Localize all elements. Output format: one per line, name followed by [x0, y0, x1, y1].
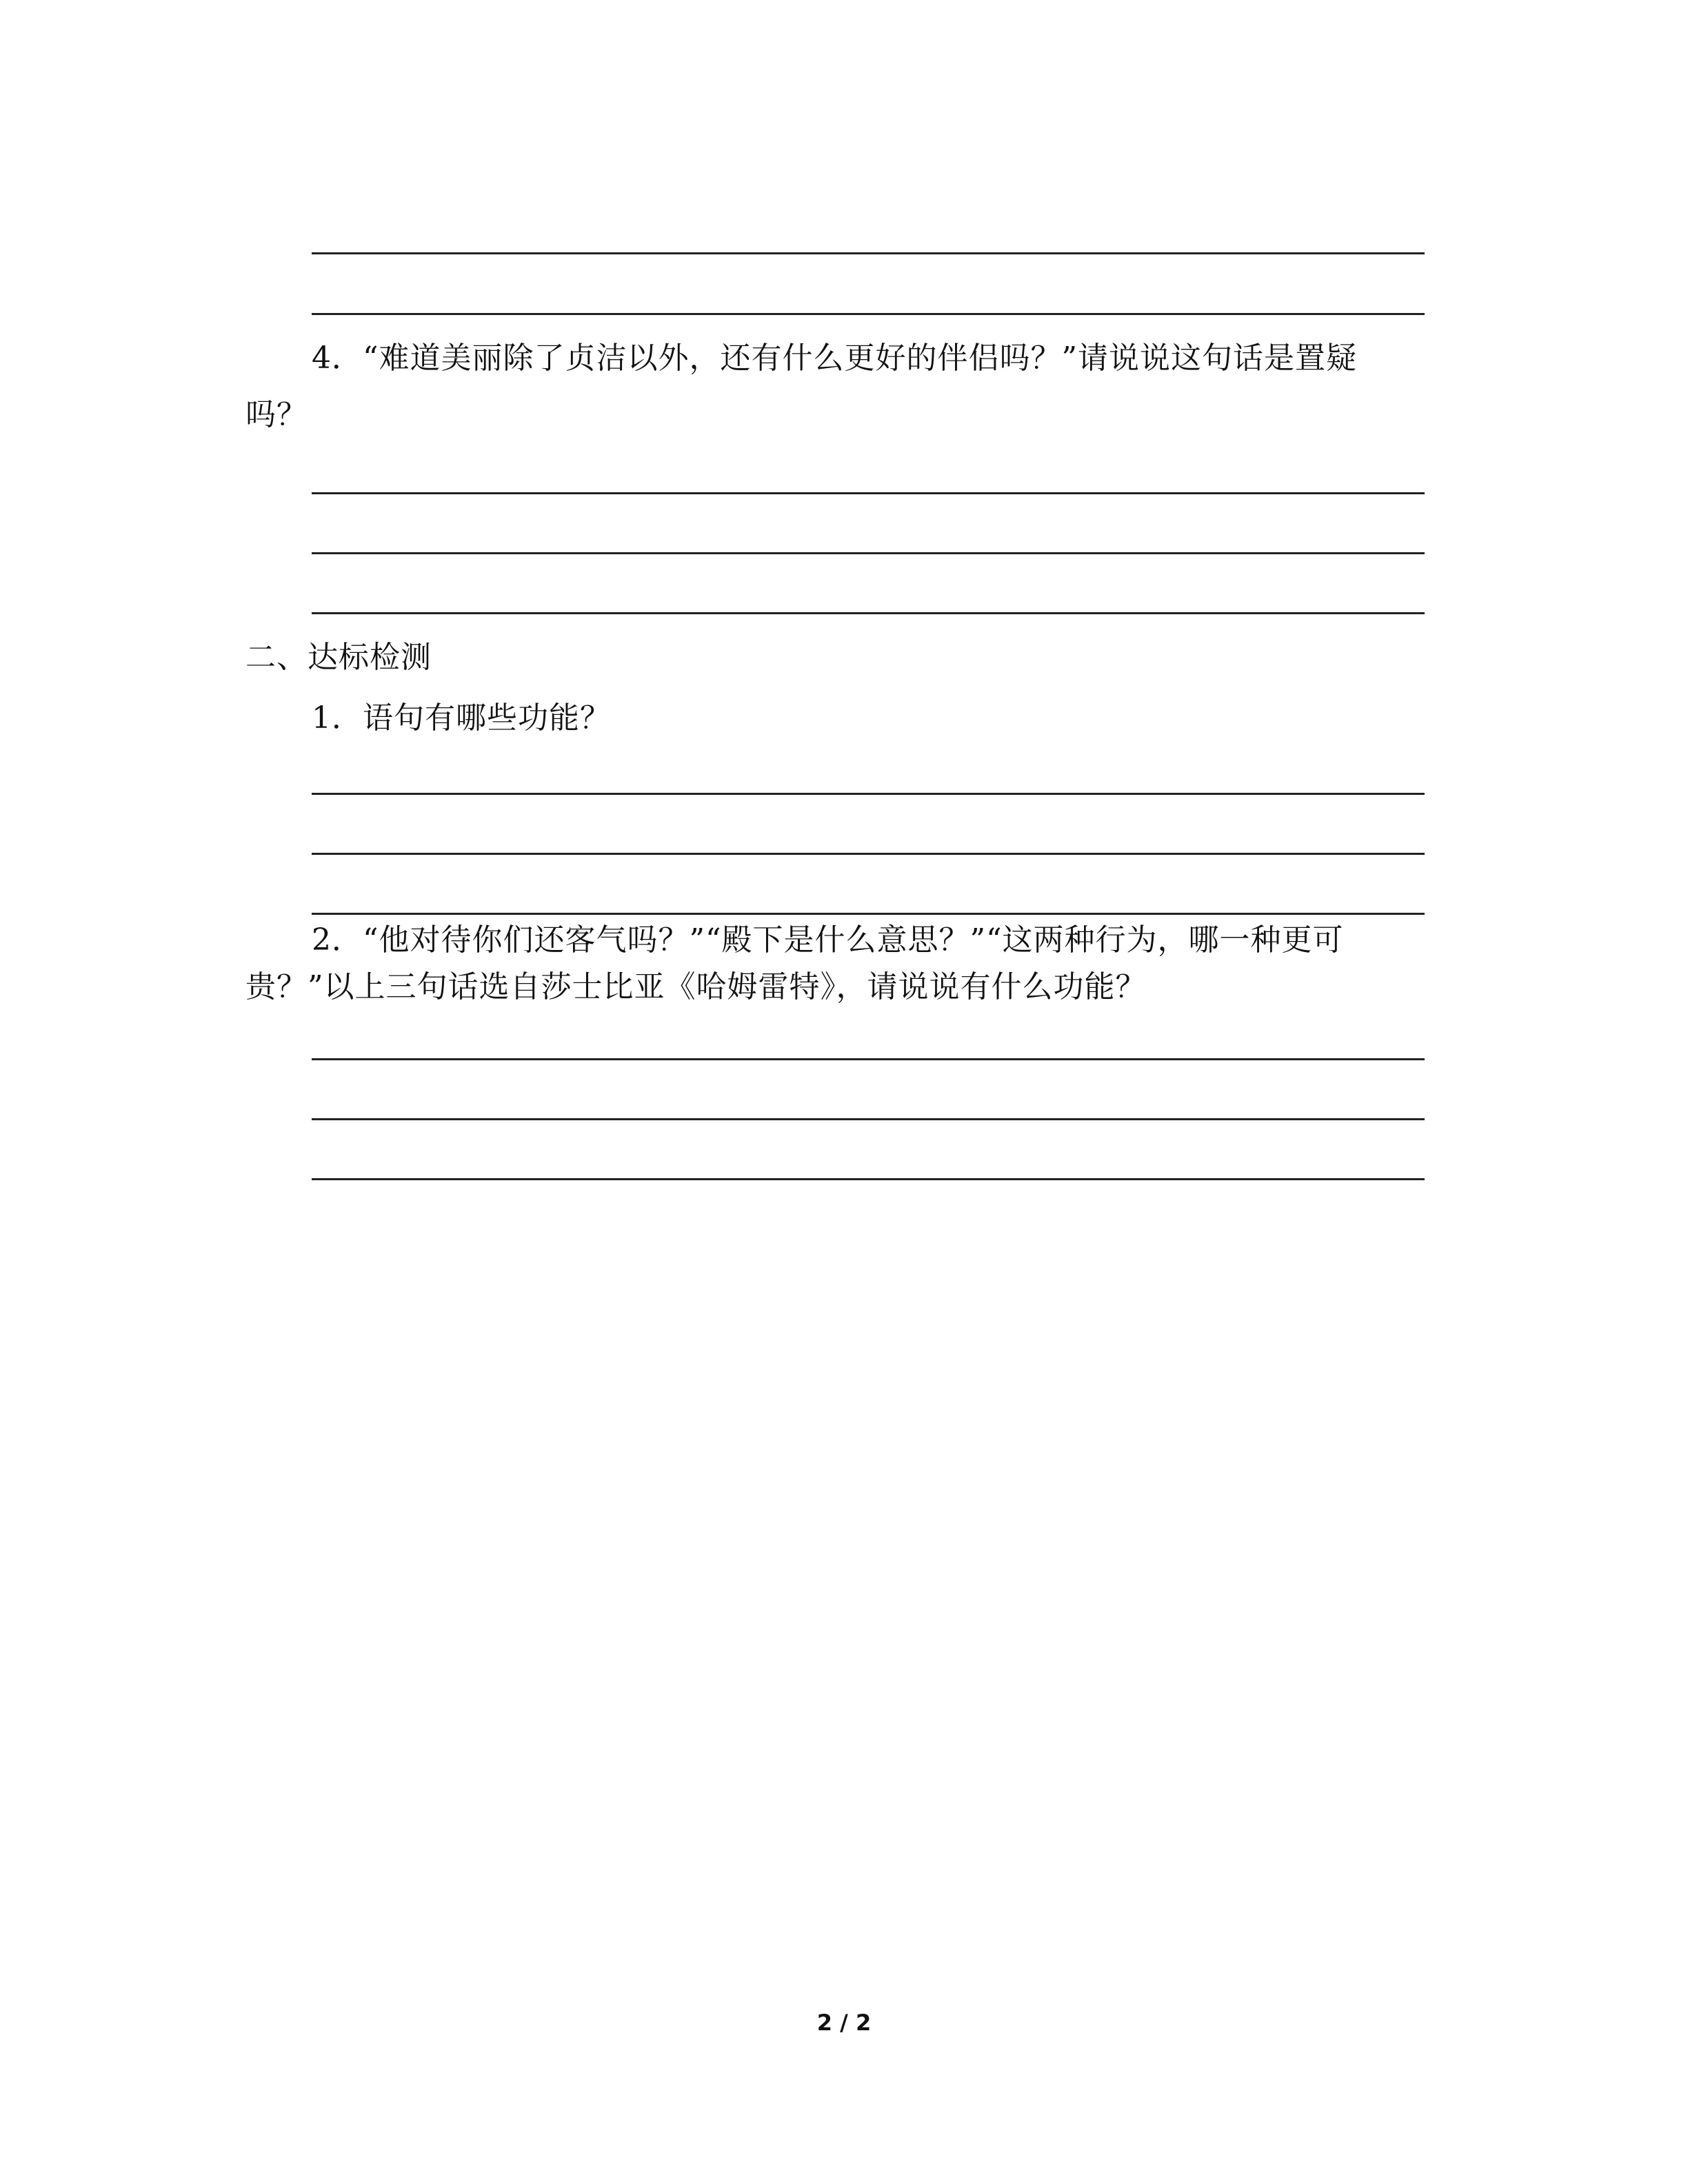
answer-line: [312, 793, 1425, 795]
answer-line: [312, 853, 1425, 855]
section2-question-2-line-2: 贵？”以上三句话选自莎士比亚《哈姆雷特》，请说说有什么功能？: [245, 969, 1147, 1004]
answer-line: [312, 313, 1425, 315]
question-4-line-1: 4．“难道美丽除了贞洁以外，还有什么更好的伴侣吗？”请说说这句话是置疑: [312, 341, 1357, 376]
answer-line: [312, 1118, 1425, 1120]
answer-line: [312, 552, 1425, 554]
answer-line: [312, 492, 1425, 494]
answer-line: [312, 1058, 1425, 1060]
answer-line: [312, 252, 1425, 254]
section2-question-1: 1．语句有哪些功能？: [312, 700, 611, 736]
answer-line: [312, 612, 1425, 614]
answer-line: [312, 1178, 1425, 1180]
answer-line: [312, 913, 1425, 915]
section-heading: 二、达标检测: [245, 640, 432, 675]
page-number: 2 / 2: [816, 2010, 872, 2036]
section2-question-2-line-1: 2．“他对待你们还客气吗？”“殿下是什么意思？”“这两种行为，哪一种更可: [312, 922, 1344, 958]
question-4-line-2: 吗？: [245, 397, 308, 432]
